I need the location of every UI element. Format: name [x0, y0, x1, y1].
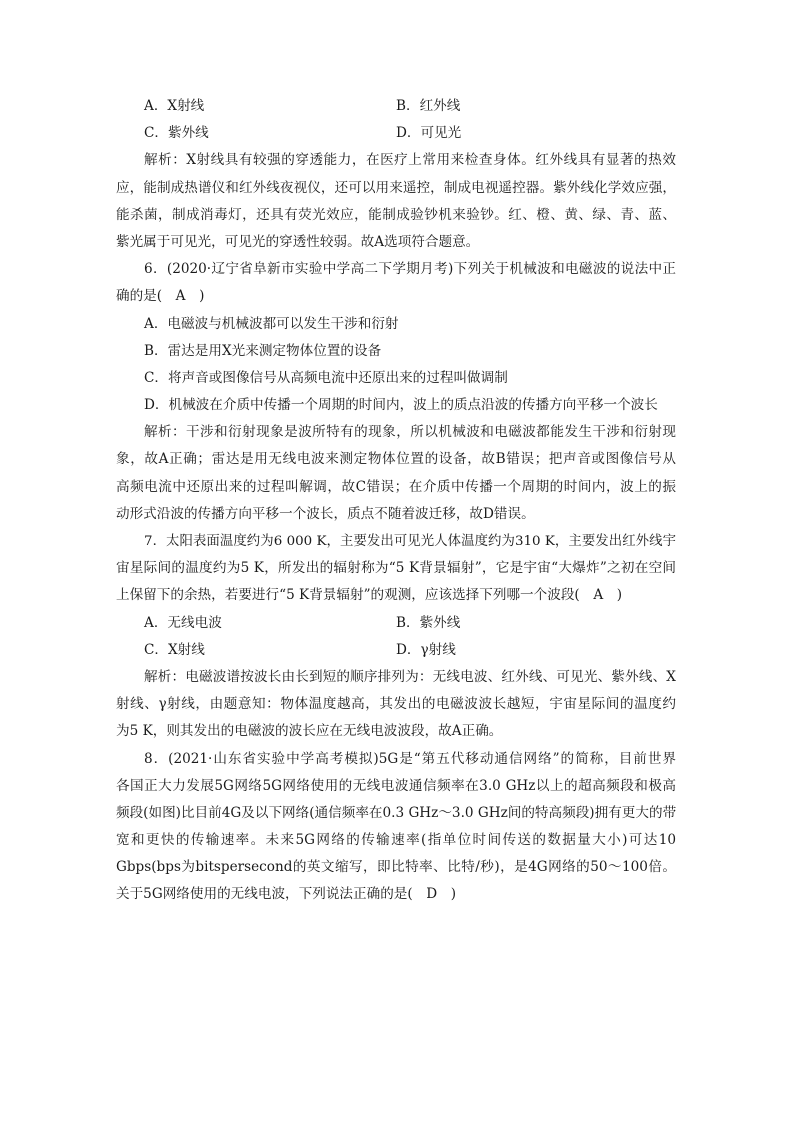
q6-analysis-line: 解析：干涉和衍射现象是波所特有的现象，所以机械波和电磁波都能发生干涉和衍射现 — [144, 424, 676, 441]
q5-analysis-line: 应，能制成热谱仪和红外线夜视仪，还可以用来遥控，制成电视遥控器。紫外线化学效应强， — [116, 179, 676, 196]
q8-stem-line: Gbps(bps为bitspersecond的英文缩写，即比特率、比特/秒)，是4G网络的50～100倍。 — [116, 859, 676, 876]
q6-analysis — [116, 419, 676, 528]
q7-option-d: D．γ射线 — [396, 641, 456, 658]
q6-options — [116, 311, 676, 420]
q7-options-row-2 — [116, 637, 676, 664]
q6-analysis-line: 高频电流中还原出来的过程叫解调，故C错误；在介质中传播一个周期的时间内，波上的振 — [116, 478, 676, 495]
q8-stem-line: 频段(如图)比目前4G及以下网络(通信频率在0.3 GHz～3.0 GHz间的特高频段)拥有更大的带 — [116, 804, 676, 821]
q6-stem-line: 6．(2020·辽宁省阜新市实验中学高二下学期月考)下列关于机械波和电磁波的说法中正 — [144, 261, 676, 278]
q8-stem-line: 宽和更快的传输速率。未来5G网络的传输速率(指单位时间传送的数据量大小)可达10 — [116, 832, 676, 849]
q5-analysis — [116, 147, 676, 256]
q7-analysis-line: 解析：电磁波谱按波长由长到短的顺序排列为：无线电波、红外线、可见光、紫外线、X — [144, 668, 676, 685]
q6-option-c: C．将声音或图像信号从高频电流中还原出来的过程叫做调制 — [144, 369, 508, 386]
q6-stem — [116, 256, 676, 310]
q7-stem-line: 7．太阳表面温度约为6 000 K，主要发出可见光人体温度约为310 K，主要发出红外线宇 — [144, 534, 676, 549]
q7-stem — [116, 528, 676, 610]
q5-option-c: C．紫外线 — [144, 125, 209, 142]
q7-stem-line: 上保留下的余热，若要进行“5 K背景辐射”的观测，应该选择下列哪一个波段( A ) — [116, 587, 623, 604]
q6-option-b: B．雷达是用X光来测定物体位置的设备 — [144, 342, 382, 359]
q7-option-a: A．无线电波 — [144, 614, 222, 631]
q6-option-a: A．电磁波与机械波都可以发生干涉和衍射 — [144, 315, 399, 332]
q7-analysis-line: 射线、γ射线，由题意知：物体温度越高，其发出的电磁波波长越短，宇宙星际间的温度约 — [116, 696, 676, 713]
q8-stem-line: 关于5G网络使用的无线电波，下列说法正确的是( D ) — [116, 886, 457, 903]
q6-analysis-line: 动形式沿波的传播方向平移一个波长，质点不随着波迁移，故D错误。 — [116, 505, 535, 522]
q5-analysis-line: 解析：X射线具有较强的穿透能力，在医疗上常用来检查身体。红外线具有显著的热效 — [144, 152, 676, 169]
q8-stem-line: 8．(2021·山东省实验中学高考模拟)5G是“第五代移动通信网络”的简称，目前世界 — [144, 750, 676, 767]
q8-stem — [116, 746, 676, 909]
q6-stem-line: 确的是( A ) — [116, 288, 205, 305]
q8-stem-line: 各国正大力发展5G网络5G网络使用的无线电波通信频率在3.0 GHz以上的超高频段和极高 — [116, 777, 676, 794]
q7-analysis-line: 为5 K，则其发出的电磁波的波长应在无线电波波段，故A正确。 — [116, 723, 503, 740]
q7-option-b: B．紫外线 — [396, 614, 461, 631]
q5-analysis-line: 能杀菌，制成消毒灯，还具有荧光效应，能制成验钞机来验钞。红、橙、黄、绿、青、蓝、 — [116, 206, 676, 223]
q5-options-row-2 — [116, 120, 676, 147]
q7-options-row-1 — [116, 610, 676, 637]
q5-option-b: B．红外线 — [396, 98, 461, 114]
q5-option-d: D．可见光 — [396, 125, 462, 142]
q6-option-d: D．机械波在介质中传播一个周期的时间内，波上的质点沿波的传播方向平移一个波长 — [144, 397, 658, 414]
q7-option-c: C．X射线 — [144, 641, 205, 658]
q5-analysis-line: 紫光属于可见光，可见光的穿透性较弱。故A选项符合题意。 — [116, 233, 480, 250]
q7-stem-line: 宙星际间的温度约为5 K，所发出的辐射称为“5 K背景辐射”，它是宇宙“大爆炸”之初在空间 — [116, 560, 676, 577]
q6-analysis-line: 象，故A正确；雷达是用无线电波来测定物体位置的设备，故B错误；把声音或图像信号从 — [116, 451, 676, 468]
document-page — [116, 93, 676, 909]
q5-options-row-1 — [116, 93, 676, 120]
q5-option-a: A．X射线 — [144, 98, 205, 114]
q7-analysis — [116, 664, 676, 746]
